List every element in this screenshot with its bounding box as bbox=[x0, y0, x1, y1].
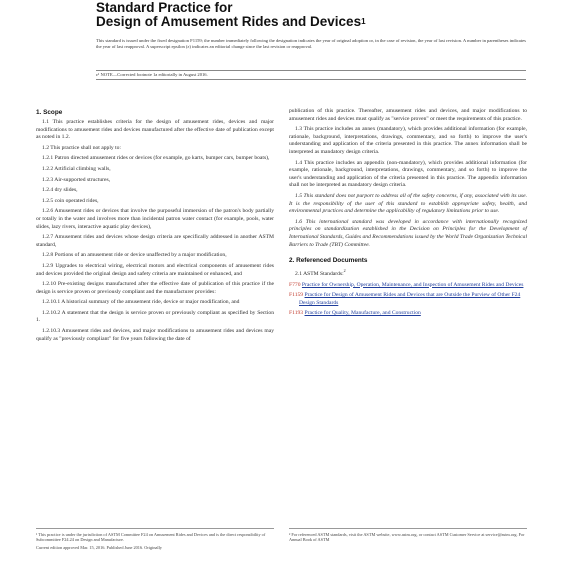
reference-code-link[interactable]: F1159 bbox=[289, 292, 304, 299]
editorial-notice: ε¹ NOTE—Corrected footnote 1a editorially in August 2016. bbox=[96, 70, 526, 80]
document-title-line2 bbox=[96, 14, 366, 29]
paragraph: 1.2.7 Amusement rides and devices whose design criteria are specifically addressed in another ASTM standard, bbox=[36, 234, 274, 248]
footnote: Current edition approved Mar. 15, 2016. Published June 2016. Originally bbox=[36, 544, 162, 550]
footnotes-right bbox=[289, 528, 527, 545]
section-heading-scope: 1. Scope bbox=[36, 109, 63, 116]
paragraph: publication of this practice. Thereafter, amusement rides and devices, and major modifications to amusement rides and devices must qualify as "service proven" or meet the requirements of this practice. bbox=[289, 108, 527, 122]
paragraph: 1.1 This practice establishes criteria for the design of amusement rides, devices and major modifications to amusement rides and devices manufactured after the effective date of publication except as noted in 1.2. bbox=[36, 119, 274, 141]
paragraph: 1.2.6 Amusement rides or devices that involve the purposeful immersion of the patron's body partially or totally in the water and involves more than incidental patron water contact (for example, pools, water slides, lazy rivers, interactive aquatic play devices), bbox=[36, 208, 274, 230]
document-title-text: Design of Amusement Rides and Devices bbox=[96, 14, 362, 29]
paragraph: 1.2.5 coin operated rides, bbox=[42, 197, 99, 204]
paragraph: 1.2.10.3 Amusement rides and devices, and major modifications to amusement rides and devices may qualify as "previously compliant" for five years following the date of bbox=[36, 328, 274, 342]
paragraph: 1.2.3 Air-supported structures, bbox=[42, 176, 111, 183]
document-title-line1: Standard Practice for bbox=[96, 0, 233, 15]
left-column bbox=[36, 108, 274, 346]
paragraph: 1.2.4 dry slides, bbox=[42, 187, 78, 194]
paragraph: 1.2.10 Pre-existing designs manufactured after the effective date of publication of this practice if the design is service proven or previously compliant and the manufacturer provides: bbox=[36, 281, 274, 295]
paragraph: 1.5 This standard does not purport to address all of the safety concerns, if any, associated with its use. It is the responsibility of the user of this standard to establish appropriate safety, health, and environmental practices and determine the applicability of regulatory limitations prior to use. bbox=[289, 192, 527, 215]
reference-title-link[interactable]: Practice for Design of Amusement Rides and Devices that are Outside the Purview of Other F24 Design Standards bbox=[299, 292, 521, 306]
astm-standards-intro bbox=[289, 267, 527, 278]
title-footnote-marker: 1 bbox=[361, 17, 366, 26]
astm-standards-footnote-marker: 2 bbox=[343, 268, 346, 274]
right-column bbox=[289, 108, 527, 321]
footnote: ² For referenced ASTM standards, visit the ASTM website, www.astm.org, or contact ASTM Customer Service at service@astm.org. For Annual Book of ASTM bbox=[289, 532, 525, 543]
reference-item bbox=[289, 292, 527, 307]
reference-item bbox=[289, 310, 527, 318]
paragraph: 1.2.8 Portions of an amusement ride or device unaffected by a major modification, bbox=[42, 252, 227, 259]
paragraph: 1.4 This practice includes an appendix (non-mandatory), which provides additional information (for example, rationale, background, interpretations, drawings, commentary, and so forth) to improve the user's understanding and application of the criteria presented in this practice. The appendix information shall not be interpreted as mandatory design criteria. bbox=[289, 159, 527, 189]
section-heading-referenced-documents: 2. Referenced Documents bbox=[289, 257, 368, 265]
paragraph: 1.2.1 Patron directed amusement rides or devices (for example, go karts, bumper cars, bumper boats), bbox=[42, 155, 270, 162]
paragraph: 1.2.10.1 A historical summary of the amusement ride, device or major modification, and bbox=[42, 299, 240, 306]
footnote: ¹ This practice is under the jurisdiction of ASTM Committee F24 on Amusement Rides and Devices and is the direct responsibility of Subcommittee F24.24 on Design and Manufacture. bbox=[36, 532, 266, 543]
paragraph: 1.3 This practice includes an annex (mandatory), which provides additional information (for example, rationale, background, interpretations, drawings, commentary, and so forth) to improve the user's understanding and application of the criteria presented in this practice. The annex information shall be interpreted as mandatory design criteria. bbox=[289, 126, 527, 155]
reference-list bbox=[289, 282, 527, 318]
designation-note: This standard is issued under the fixed designation F1159; the number immediately following the designation indicates the year of original adoption or, in the case of revision, the year of last revision. A number in parentheses indicates the year of last reapproval. A superscript epsilon (ε) indicates an editorial change since the last revision or reapproval. bbox=[96, 38, 526, 49]
paragraph: 1.2.10.2 A statement that the design is service proven or previously compliant as specified by Section 1. bbox=[36, 309, 274, 324]
paragraph: 1.6 This international standard was developed in accordance with internationally recognized principles on standardization established in the Decision on Principles for the Development of International Standards, Guides and Recommendations issued by the World Trade Organization Technical Barriers to Trade (TBT) Committee. bbox=[289, 218, 527, 248]
continued-paragraphs bbox=[289, 108, 527, 249]
reference-item bbox=[289, 282, 527, 290]
paragraph: 1.2.2 Artificial climbing walls, bbox=[42, 165, 111, 172]
paragraph: 1.2 This practice shall not apply to: bbox=[42, 144, 121, 151]
astm-standards-label: 2.1 ASTM Standards: bbox=[295, 270, 344, 277]
footnotes-left bbox=[36, 528, 274, 552]
reference-code-link[interactable]: F1193 bbox=[289, 310, 304, 317]
scope-paragraphs bbox=[36, 119, 274, 343]
reference-title-link[interactable]: Practice for Ownership, Operation, Maintenance, and Inspection of Amusement Rides and Devices bbox=[301, 281, 524, 288]
reference-code-link[interactable]: F770 bbox=[289, 281, 301, 288]
reference-title-link[interactable]: Practice for Quality, Manufacture, and Construction bbox=[304, 310, 421, 317]
paragraph: 1.2.9 Upgrades to electrical wiring, electrical motors and electrical components of amusement rides and devices provided the original design and safety criteria are maintained or enhanced, and bbox=[36, 262, 274, 277]
